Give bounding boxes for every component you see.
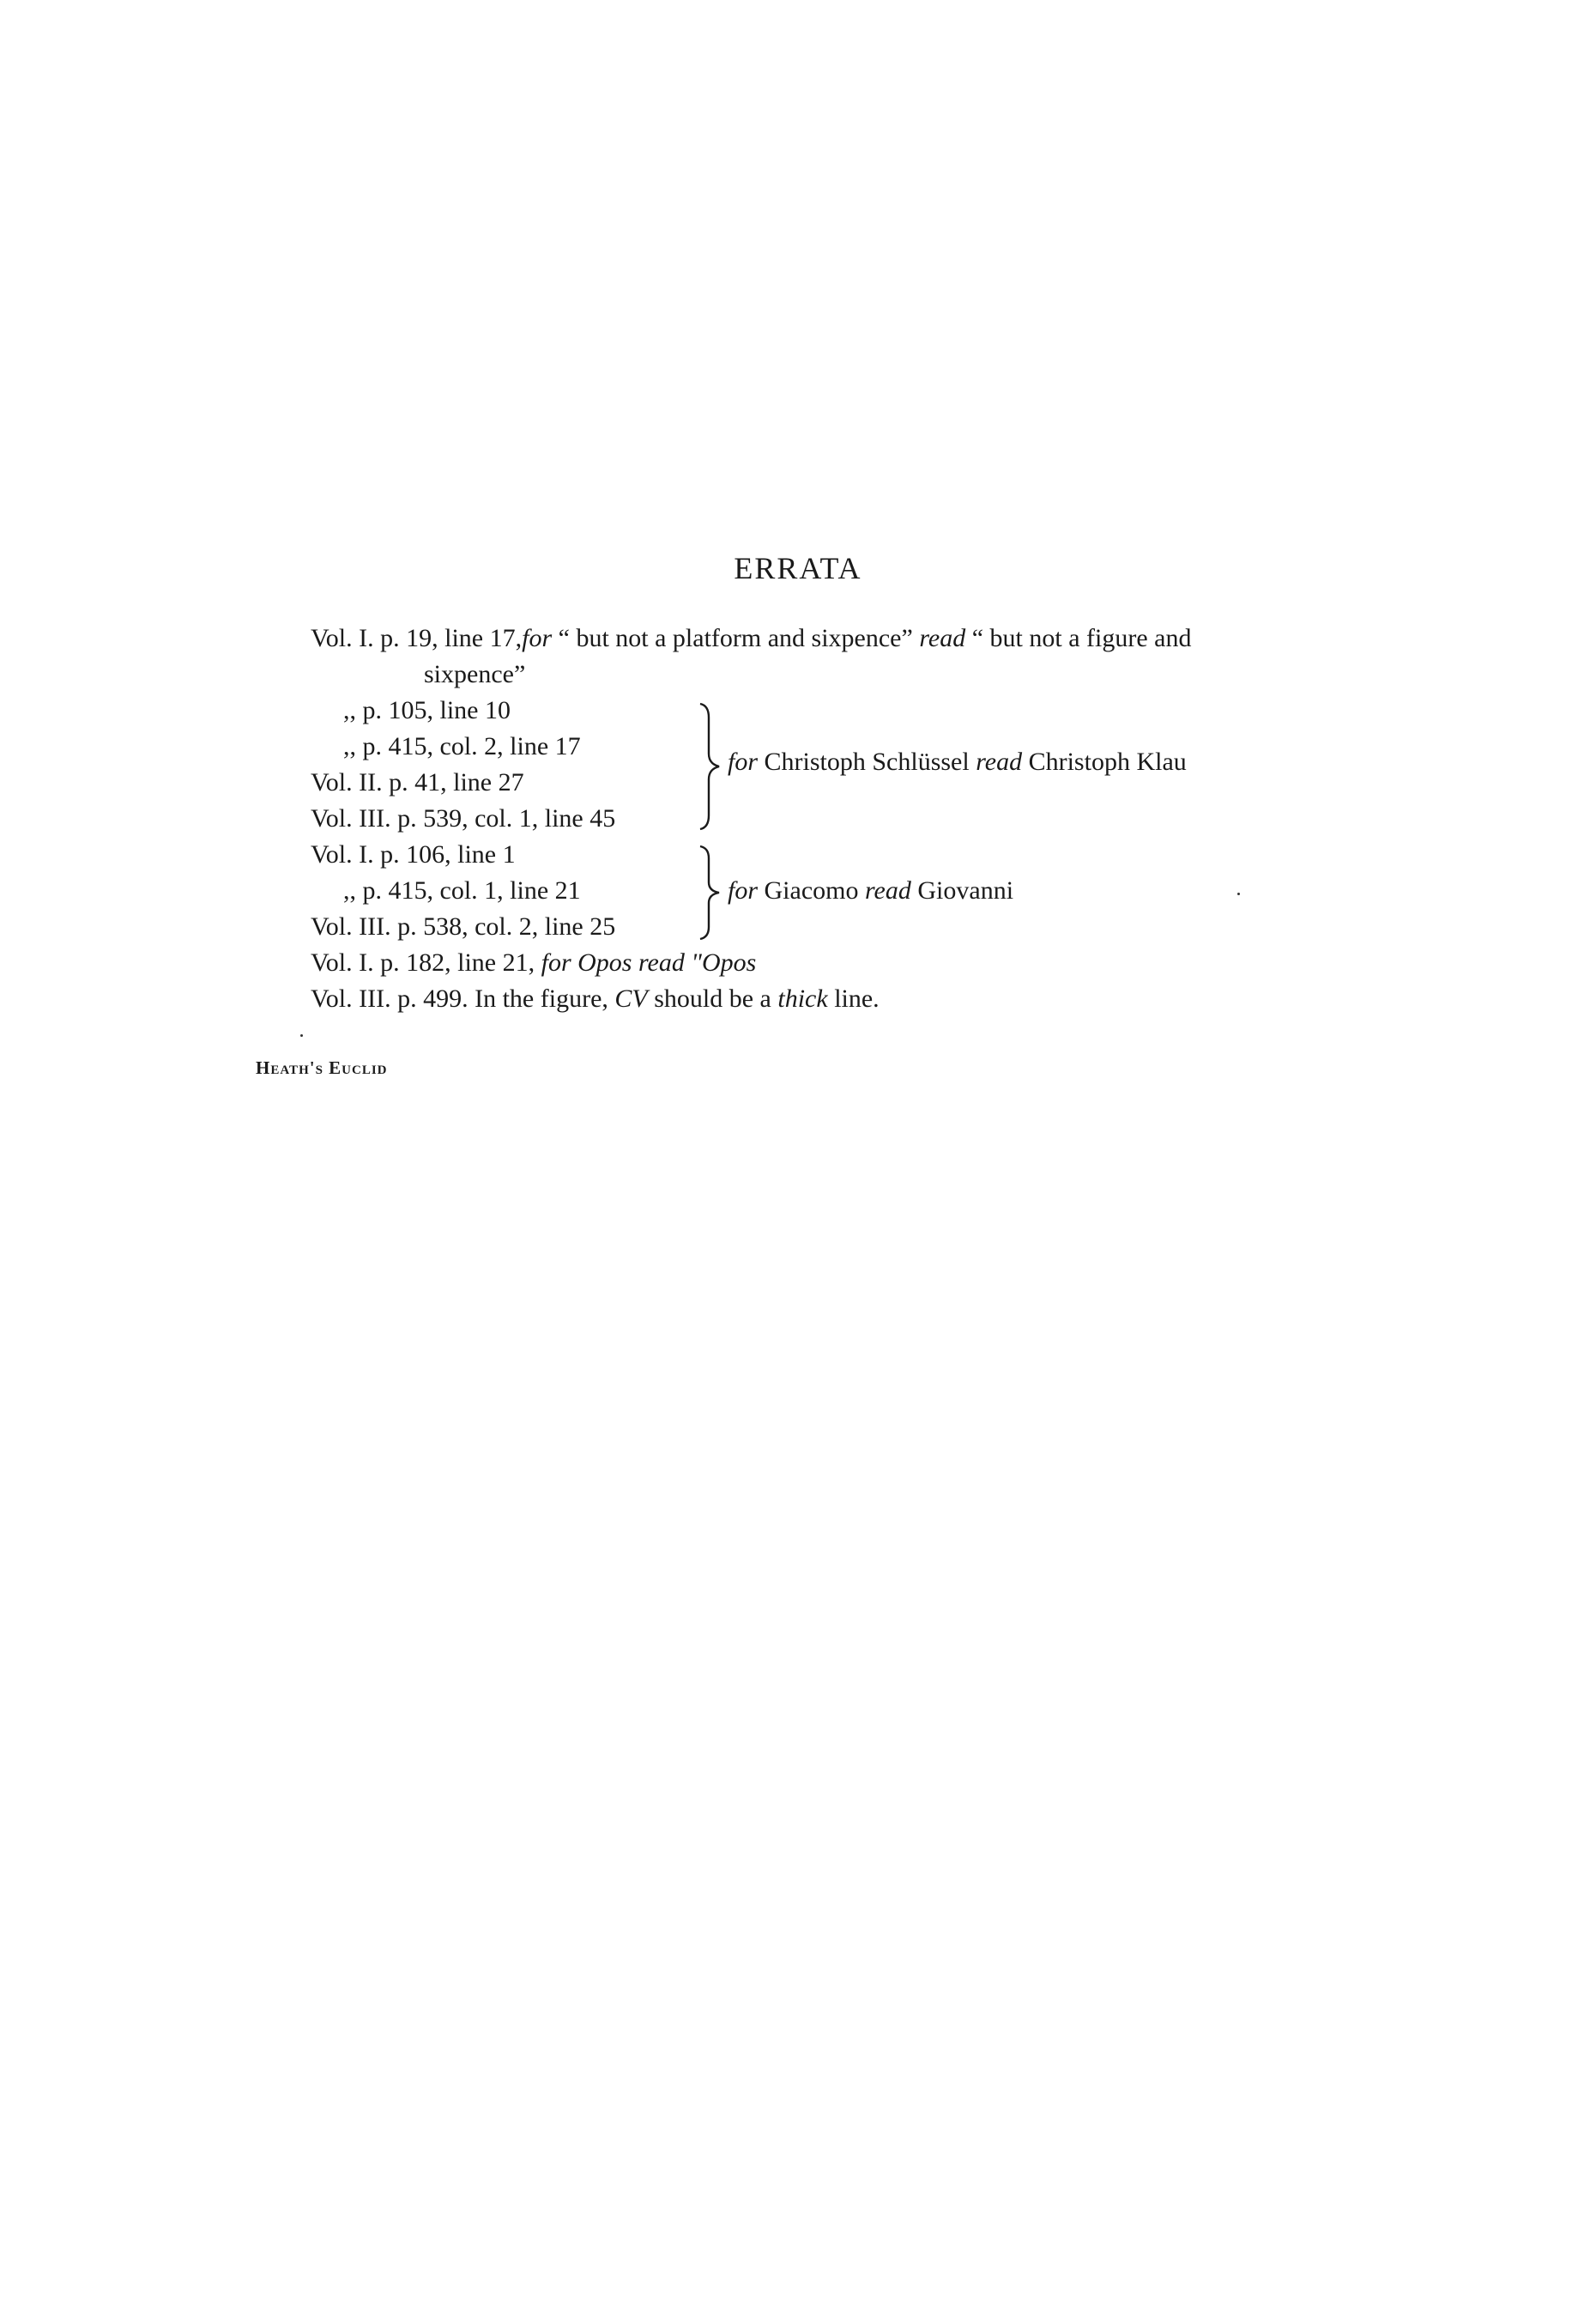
errata-entry-platform-continuation — [424, 659, 525, 690]
group2-ref-1: Vol. I. p. 106, line 1 — [311, 840, 516, 869]
read-label: read — [864, 876, 911, 905]
read-label: read — [638, 948, 685, 977]
errata-entry-opos — [311, 948, 756, 978]
figure-text-b: should be a — [654, 984, 771, 1013]
page-title: ERRATA — [734, 551, 862, 585]
for-label: for — [541, 948, 571, 977]
group2-ref-2: ,, p. 415, col. 1, line 21 — [343, 876, 581, 905]
for-label: for — [728, 748, 759, 776]
figure-word-thick: thick — [777, 984, 828, 1013]
entry-reference: Vol. I. p. 19, line 17, — [311, 624, 523, 652]
group2-brace-icon — [697, 845, 724, 941]
figure-label-cv: CV — [614, 984, 648, 1013]
entry-reference: Vol. I. p. 182, line 21, — [311, 948, 535, 977]
read-label: read — [976, 748, 1023, 776]
wrong-text: Christoph Schlüssel — [764, 748, 970, 776]
group2-ref-3: Vol. III. p. 538, col. 2, line 25 — [311, 912, 616, 941]
errata-entry-figure — [311, 984, 880, 1015]
wrong-text: “ but not a platform and sixpence” — [558, 624, 913, 652]
for-label: for — [728, 876, 759, 905]
right-text: "Opos — [691, 948, 757, 977]
read-label: read — [919, 624, 966, 652]
group1-ref-4: Vol. III. p. 539, col. 1, line 45 — [311, 804, 616, 833]
right-text-continuation: sixpence” — [424, 660, 526, 688]
group1-ref-2: ,, p. 415, col. 2, line 17 — [343, 732, 581, 760]
wrong-text: Giacomo — [764, 876, 859, 905]
footer-signature: Heath's Euclid — [256, 1057, 388, 1078]
figure-text-c: line. — [834, 984, 880, 1013]
errata-entry-platform — [311, 623, 1191, 654]
group1-brace-icon — [697, 702, 724, 831]
stray-mark — [300, 1034, 303, 1037]
right-text: Christoph Klau — [1028, 748, 1187, 776]
group2-correction — [728, 875, 1013, 906]
wrong-text: Opos — [577, 948, 632, 977]
right-text: Giovanni — [917, 876, 1014, 905]
for-label: for — [522, 624, 553, 652]
entry-reference: Vol. III. p. 499. — [311, 984, 469, 1013]
right-text: “ but not a figure and — [971, 624, 1192, 652]
group1-ref-1: ,, p. 105, line 10 — [343, 696, 511, 724]
stray-mark — [1237, 893, 1240, 895]
figure-text-a: In the figure, — [475, 984, 608, 1013]
group1-correction — [728, 747, 1187, 778]
group1-ref-3: Vol. II. p. 41, line 27 — [311, 768, 524, 797]
